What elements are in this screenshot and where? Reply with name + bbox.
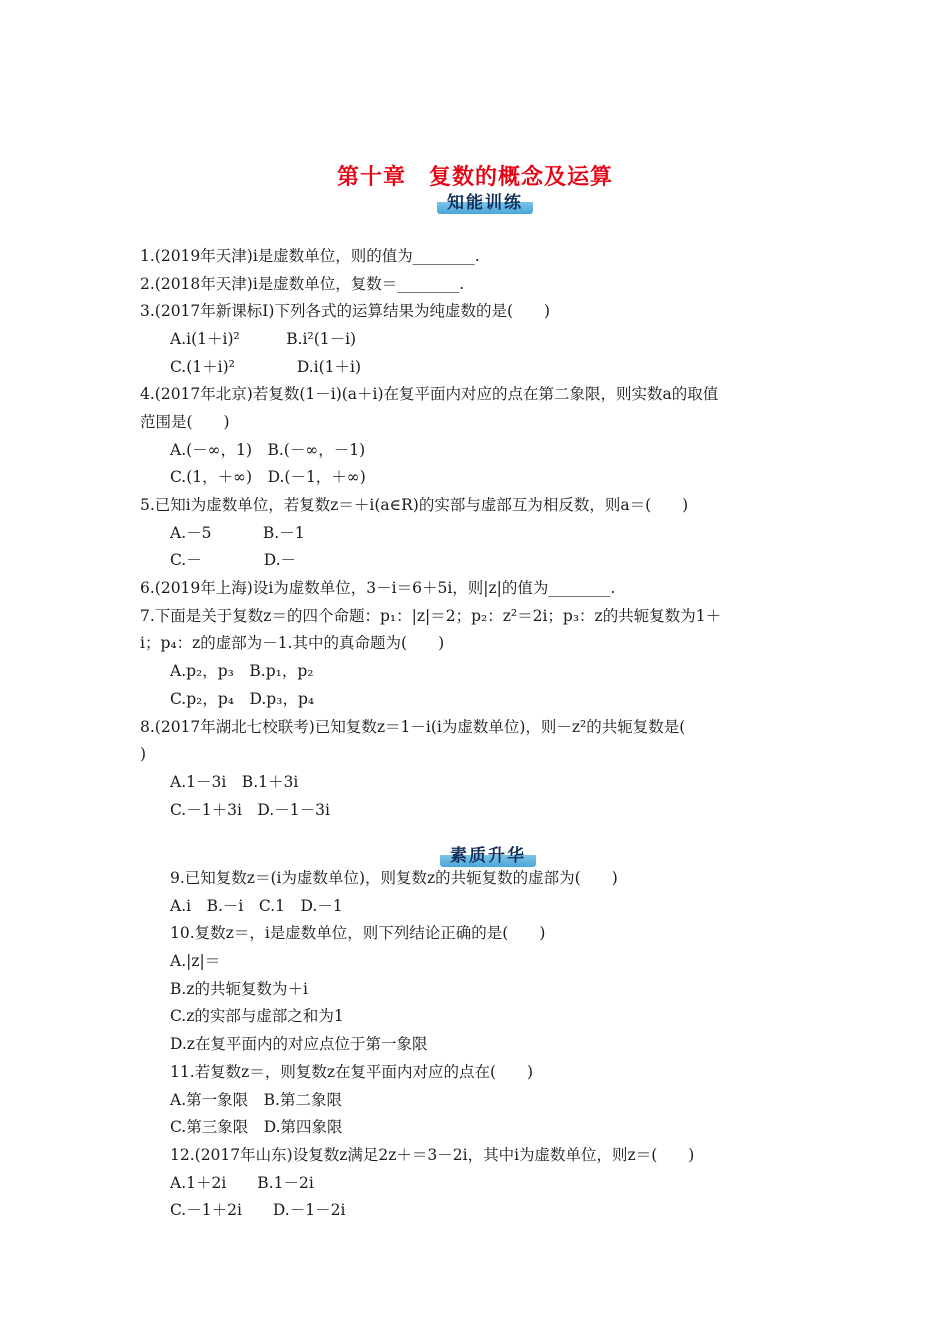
question-4: 4.(2017年北京)若复数(1－i)(a＋i)在复平面内对应的点在第二象限，则实数a的取值 [140,385,719,403]
section-badge-advanced: 素质升华 [440,845,536,867]
question-9: 9.已知复数z＝(i为虚数单位)，则复数z的共轭复数的虚部为( ) [170,869,618,887]
question-10-option-d: D.z在复平面内的对应点位于第一象限 [170,1035,428,1053]
question-8: 8.(2017年湖北七校联考)已知复数z＝1－i(i为虚数单位)，则－z²的共轭复数是( [140,718,686,736]
question-2: 2.(2018年天津)i是虚数单位，复数＝________. [140,275,465,293]
section-badge-training: 知能训练 [437,192,533,214]
question-12-options-ab: A.1＋2i B.1－2i [170,1174,314,1192]
question-12-options-cd: C.－1＋2i D.－1－2i [170,1201,346,1219]
question-8-options-ab: A.1－3i B.1＋3i [170,773,299,791]
question-8-options-cd: C.－1＋3i D.－1－3i [170,801,330,819]
question-6: 6.(2019年上海)设i为虚数单位，3－i＝6＋5i，则|z|的值为________. [140,579,616,597]
question-12: 12.(2017年山东)设复数z满足2z＋＝3－2i，其中i为虚数单位，则z＝( ) [170,1146,695,1164]
question-11-options-cd: C.第三象限 D.第四象限 [170,1118,343,1136]
question-7-options-ab: A.p₂，p₃ B.p₁，p₂ [170,662,314,680]
question-5-options-cd: C.－ D.－ [170,551,297,569]
question-4-options-ab: A.(－∞，1) B.(－∞，－1) [170,441,366,459]
question-11-options-ab: A.第一象限 B.第二象限 [170,1091,342,1109]
question-7-continued: i；p₄：z的虚部为－1.其中的真命题为( ) [140,634,445,652]
question-10-option-c: C.z的实部与虚部之和为1 [170,1007,344,1025]
question-3: 3.(2017年新课标Ⅰ)下列各式的运算结果为纯虚数的是( ) [140,302,551,320]
question-10-option-a: A.|z|＝ [170,952,221,970]
question-4-continued: 范围是( ) [140,413,230,431]
question-9-options: A.i B.－i C.1 D.－1 [170,897,343,915]
question-3-options-cd: C.(1＋i)² D.i(1＋i) [170,358,362,376]
question-10: 10.复数z＝，i是虚数单位，则下列结论正确的是( ) [170,924,546,942]
question-11: 11.若复数z＝，则复数z在复平面内对应的点在( ) [170,1063,534,1081]
question-1: 1.(2019年天津)i是虚数单位，则的值为________. [140,247,480,265]
chapter-title: 第十章 复数的概念及运算 [336,165,613,190]
question-4-options-cd: C.(1，＋∞) D.(－1，＋∞) [170,468,366,486]
question-7: 7.下面是关于复数z＝的四个命题：p₁：|z|＝2；p₂：z²＝2i；p₃：z的共轭复数为1＋ [140,607,722,625]
question-10-option-b: B.z的共轭复数为＋i [170,980,308,998]
question-5-options-ab: A.－5 B.－1 [170,524,305,542]
question-3-options-ab: A.i(1＋i)² B.i²(1－i) [170,330,357,348]
question-5: 5.已知i为虚数单位，若复数z＝＋i(a∈R)的实部与虚部互为相反数，则a＝( ) [140,496,689,514]
question-8-continued: ) [140,745,147,763]
question-7-options-cd: C.p₂，p₄ D.p₃，p₄ [170,690,315,708]
